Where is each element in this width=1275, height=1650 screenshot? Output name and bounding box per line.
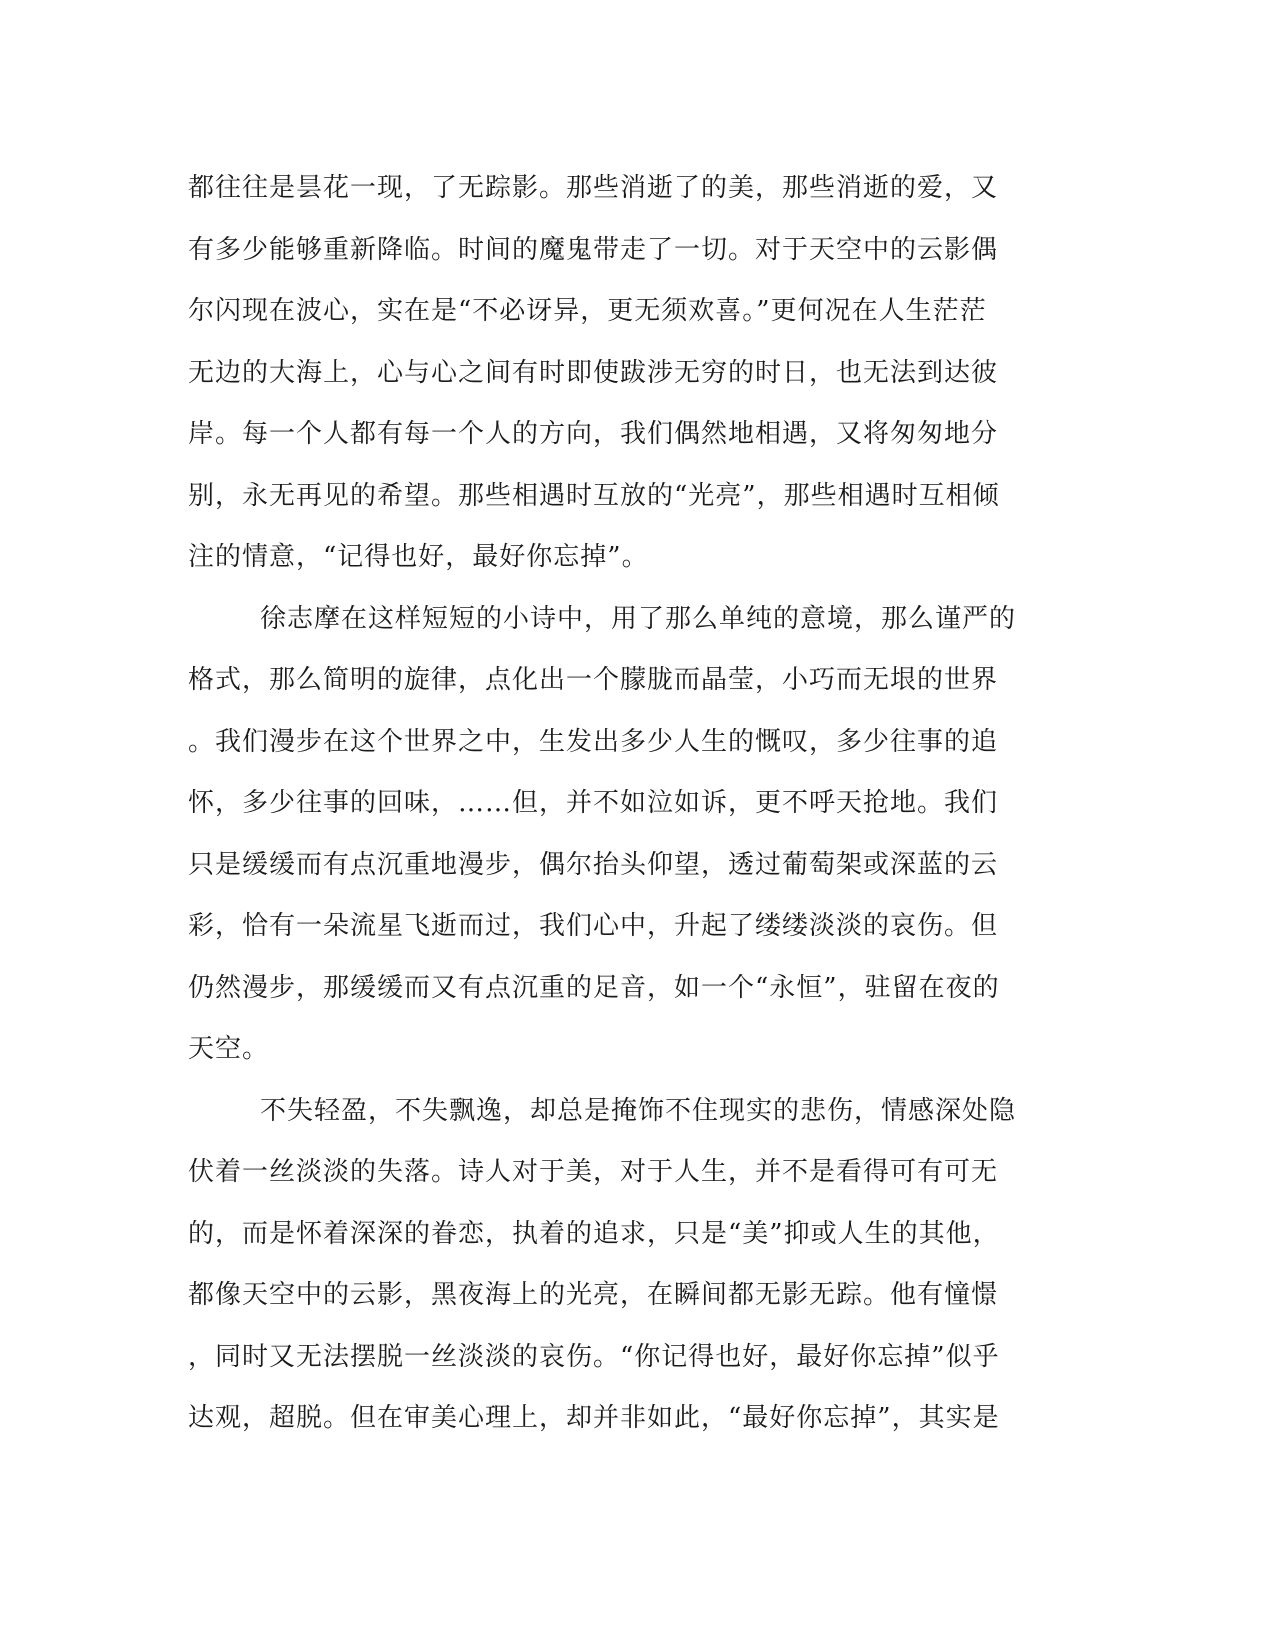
text-line: 有多少能够重新降临。时间的魔鬼带走了一切。对于天空中的云影偶 bbox=[188, 234, 999, 265]
text-line: 伏着一丝淡淡的失落。诗人对于美，对于人生，并不是看得可有可无 bbox=[188, 1157, 999, 1187]
text-line: 。我们漫步在这个世界之中，生发出多少人生的慨叹，多少往事的追 bbox=[188, 726, 999, 757]
text-line: 天空。 bbox=[188, 1034, 270, 1064]
text-line: 格式，那么简明的旋律，点化出一个朦胧而晶莹，小巧而无垠的世界 bbox=[188, 665, 999, 695]
text-line: 徐志摩在这样短短的小诗中，用了那么单纯的意境，那么谨严的 bbox=[260, 603, 1017, 634]
text-line: 怀，多少往事的回味，……但，并不如泣如诉，更不呼天抢地。我们 bbox=[188, 788, 999, 818]
text-line: 达观，超脱。但在审美心理上，却并非如此，“最好你忘掉”，其实是 bbox=[188, 1403, 1000, 1433]
paragraph-1 bbox=[188, 158, 1068, 589]
text-line: 的，而是怀着深深的眷恋，执着的追求，只是“美”抑或人生的其他， bbox=[188, 1218, 1000, 1249]
text-line: 注的情意，“记得也好，最好你忘掉”。 bbox=[188, 542, 649, 572]
text-line: 岸。每一个人都有每一个人的方向，我们偶然地相遇，又将匆匆地分 bbox=[188, 419, 999, 449]
text-line: 别，永无再见的希望。那些相遇时互放的“光亮”，那些相遇时互相倾 bbox=[188, 480, 1000, 511]
text-line: 彩，恰有一朵流星飞逝而过，我们心中，升起了缕缕淡淡的哀伤。但 bbox=[188, 911, 999, 941]
text-line: ，同时又无法摆脱一丝淡淡的哀伤。“你记得也好，最好你忘掉”似乎 bbox=[188, 1341, 1000, 1372]
text-line: 无边的大海上，心与心之间有时即使跋涉无穷的时日，也无法到达彼 bbox=[188, 357, 999, 388]
paragraph-3 bbox=[188, 1081, 1068, 1450]
text-line: 尔闪现在波心，实在是“不必讶异，更无须欢喜。”更何况在人生茫茫 bbox=[188, 296, 987, 326]
text-line: 不失轻盈，不失飘逸，却总是掩饰不住现实的悲伤，情感深处隐 bbox=[260, 1095, 1017, 1126]
text-line: 都像天空中的云影，黑夜海上的光亮，在瞬间都无影无踪。他有憧憬 bbox=[188, 1280, 999, 1310]
text-line: 仍然漫步，那缓缓而又有点沉重的足音，如一个“永恒”，驻留在夜的 bbox=[188, 972, 1000, 1003]
body-text bbox=[188, 158, 1068, 1450]
text-line: 都往往是昙花一现，了无踪影。那些消逝了的美，那些消逝的爱，又 bbox=[188, 173, 999, 203]
text-line: 只是缓缓而有点沉重地漫步，偶尔抬头仰望，透过葡萄架或深蓝的云 bbox=[188, 849, 999, 880]
paragraph-2 bbox=[188, 589, 1068, 1081]
